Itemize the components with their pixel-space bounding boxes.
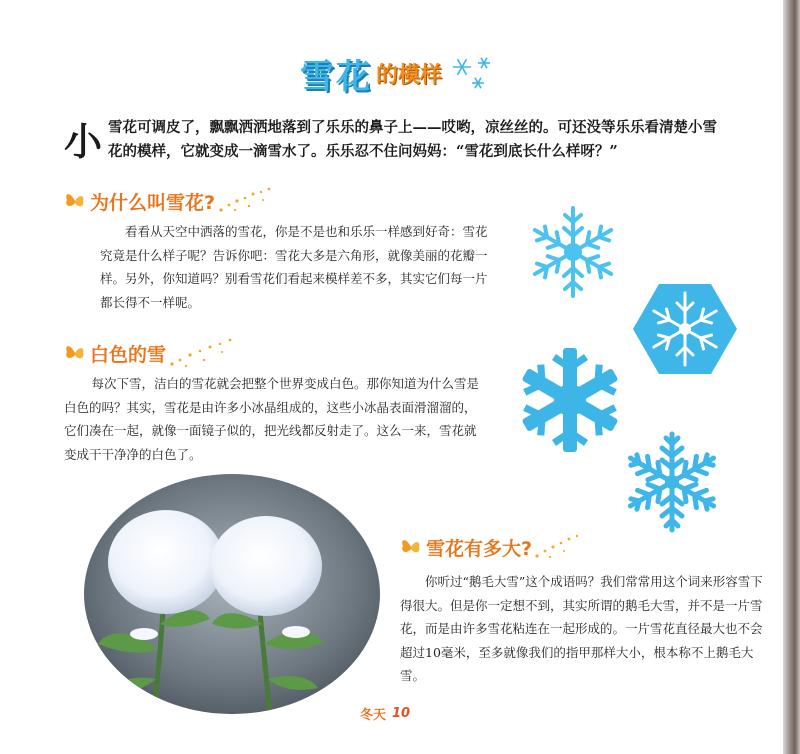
- section-paragraph: 每次下雪，洁白的雪花就会把整个世界变成白色。那你知道为什么雪是白色的吗？其实，雪花是由许多小冰晶组成的，这些小冰晶表面滑溜溜的，它们凑在一起，就像一面镜子似的，把光线都反射走了。这么一来，雪花就变成干干净净的白色了。: [64, 376, 480, 462]
- title-snowflake-icon: [448, 53, 496, 93]
- snowflake-icon: [630, 284, 740, 374]
- snowflake-icon: [514, 344, 626, 456]
- page-edge-photo-strip: [783, 0, 800, 754]
- intro-paragraph: [64, 116, 724, 164]
- intro-drop-cap: 小: [64, 119, 103, 164]
- section-heading-text: 白色的雪: [90, 343, 167, 366]
- footer-label: 冬天: [360, 708, 387, 723]
- section-heading-text: 为什么叫雪花?: [90, 191, 216, 214]
- section-paragraph: 你听过“鹅毛大雪”这个成语吗？我们常常用这个词来形容雪下得很大。但是你一定想不到，其实所谓的鹅毛大雪，并不是一片雪花，而是由许多雪花粘连在一起形成的。一片雪花直径最大也不会超过10毫米，至多就像我们的指甲那样大小，根本称不上鹅毛大雪。: [400, 574, 763, 683]
- snow-flower-photo: [84, 474, 380, 714]
- section-heading-why-snowflake: [64, 186, 275, 216]
- sparkle-dots-icon: [532, 532, 582, 562]
- page-footer: [360, 704, 410, 723]
- page-number: 10: [392, 706, 411, 721]
- section-heading-text: 雪花有多大?: [426, 537, 533, 560]
- sparkle-dots-icon: [215, 186, 275, 216]
- snowflake-icon: [612, 430, 732, 534]
- title-suffix: 的模样: [376, 62, 443, 88]
- butterfly-icon: [64, 191, 86, 211]
- intro-text: 雪花可调皮了，飘飘洒洒地落到了乐乐的鼻子上——哎哟，凉丝丝的。可还没等乐乐看清楚小雪花的模样，它就变成一滴雪水了。乐乐忍不住问妈妈：“雪花到底长什么样呀？”: [108, 119, 718, 160]
- snowflake-icon: [520, 202, 626, 302]
- section-heading-white-snow: [64, 336, 236, 370]
- butterfly-icon: [64, 343, 86, 363]
- page-title: [300, 50, 496, 96]
- section-heading-how-big: [400, 532, 582, 562]
- sparkle-dots-icon: [166, 336, 236, 370]
- section-paragraph: 看看从天空中洒落的雪花，你是不是也和乐乐一样感到好奇：雪花究竟是什么样子呢？告诉你吧：雪花大多是六角形，就像美丽的花瓣一样。另外，你知道吗？别看雪花们看起来模样差不多，其实它们每一片都长得不一样呢。: [100, 224, 488, 310]
- title-main: 雪花: [300, 56, 372, 97]
- butterfly-icon: [400, 537, 422, 557]
